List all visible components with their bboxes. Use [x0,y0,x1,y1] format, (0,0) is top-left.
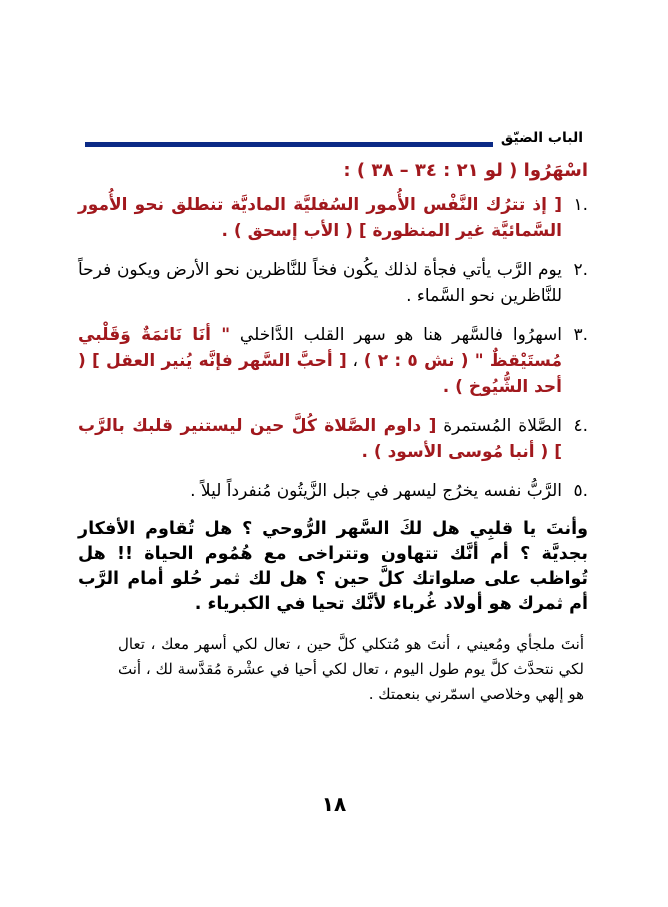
item-intro: اسهرُوا فالسَّهر هنا هو سهر القلب الدَّاخلي [239,325,562,345]
page-number: ١٨ [321,792,347,816]
item-intro: الصَّلاة المُستمرة [443,416,562,436]
list-item [78,257,588,309]
header-rule [85,142,493,147]
item-text: [ إذ تترُك النَّفْس الأُمور السُفليَّة الماديَّة تنطلق نحو الأُمور السَّمائيَّة غير المنظورة ] ( الأب إسحق ) . [78,195,562,241]
list-item [78,192,588,244]
reflection-paragraph: وأنتَ يا قلبِي هل لكَ السَّهر الرُّوحي ؟ هل تُقاوم الأفكار بجديَّة ؟ أم أنَّك تتهاون وتتراخى مع هُمُوم الحياة !! هل تُواظب على صلواتك كلَّ حين ؟ هل لك ثمر حُلو أمام الرَّب أم ثمرك هو أولاد غُرباء لأنَّك تحيا في الكبرياء . [78,519,588,614]
chapter-title: الباب الضيّق [500,130,583,146]
father-quote: [ داوم الصَّلاة كُلَّ حين ليستنير قلبك بالرَّب ] ( أنبا مُوسى الأسود ) . [78,416,562,462]
list-item [78,413,588,465]
item-number: .٥ [573,481,588,501]
separator: ، [346,351,364,371]
item-text: الرَّبُّ نفسه يخرُج ليسهر في جبل الزَّيتُون مُنفرداً ليلاً . [190,481,562,501]
father-quote: [ أحبَّ السَّهر فإنَّه يُنير العقل ] ( أحد الشُّيُوخ ) . [78,351,562,397]
prayer-verse: أنتَ ملجأي ومُعيني ، أنتَ هو مُتكلي كلَّ حين ، تعال لكي أسهر معك ، تعال لكي نتحدَّث كلَّ يوم طول اليوم ، تعال لكي أحيا في عشْرة مُقدَّسة لك ، أنتَ هو إلهي وخلاصي اسمّرني بنعمتك . [118,635,584,703]
section-heading: اسْهَرُوا ( لو ٢١ : ٣٤ – ٣٨ ) : [343,160,588,181]
item-number: .٣ [573,325,588,345]
scripture-quote: " أنَا نَائمَةٌ وَقَلْبي مُستَيْقظٌ " ( نش ٥ : ٢ ) [78,325,563,371]
numbered-list [78,192,588,504]
item-number: .١ [573,195,588,215]
running-header [85,128,583,154]
list-item [78,322,588,400]
page-content [78,158,588,722]
item-number: .٢ [573,260,588,280]
list-item [78,478,588,504]
item-text: يوم الرَّب يأتي فجأة لذلك يكُون فخاً للنَّاظرين نحو الأرض ويكون فرحاً للنَّاظرين نحو السَّماء . [78,260,562,306]
item-number: .٤ [573,416,588,436]
